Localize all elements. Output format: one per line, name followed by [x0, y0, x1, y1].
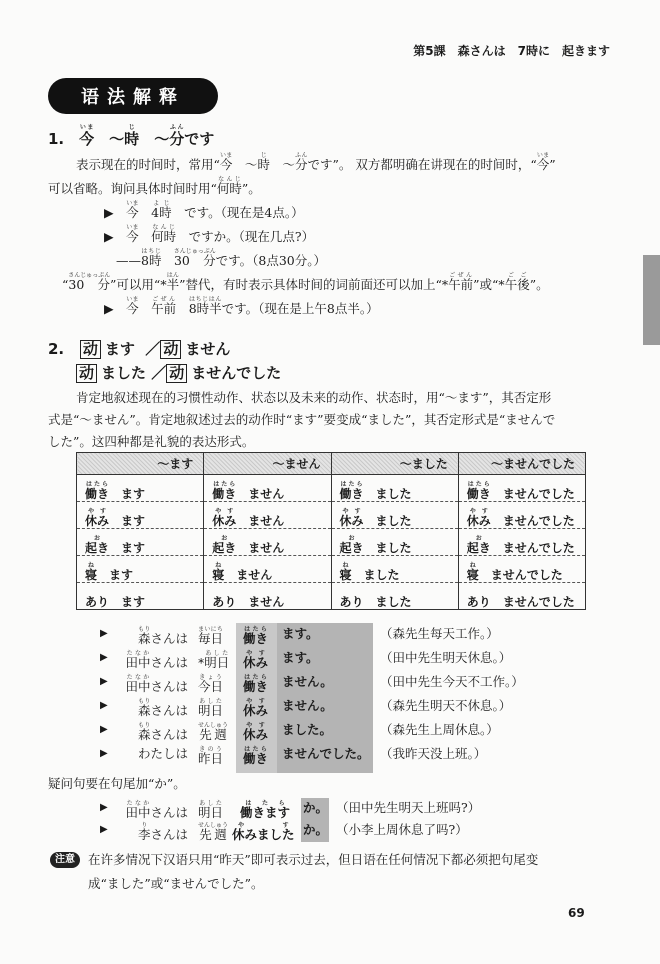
- ruby-word: 毎日まいにち: [198, 626, 224, 646]
- bullet-icon: ▶: [100, 628, 108, 639]
- table-row: [77, 475, 586, 502]
- example-translation: （田中先生今天不工作。）: [380, 674, 524, 689]
- ruby-word: 明日あした: [198, 698, 224, 718]
- ruby-word: 起きお: [466, 535, 491, 555]
- table-cell: あり ませんでした: [458, 583, 585, 610]
- table-cell: 休みやすます: [77, 502, 204, 529]
- ruby-word: 休みやす: [243, 698, 269, 718]
- running-header: 第5課 森さんは 7時に 起きます: [413, 44, 610, 58]
- table-cell: 寝ねません: [204, 556, 331, 583]
- example-translation: （田中先生明天上班吗?）: [336, 800, 481, 815]
- column-header: ～ません: [204, 453, 331, 475]
- example-translation: （我昨天没上班。）: [380, 746, 487, 761]
- table-cell: 寝ねました: [331, 556, 458, 583]
- verb-box: 动: [80, 340, 101, 359]
- ruby-word: 時じ: [257, 152, 270, 172]
- ruby-word: 30 分さんじゅっぷん: [173, 248, 216, 268]
- item2-paragraph: 式是“～ません”。肯定地叙述过去的动作时“ます”要变成“ました”，其否定形式是“ませんで: [48, 412, 556, 427]
- example-time: [198, 722, 228, 743]
- example-ending: か。: [303, 822, 329, 837]
- bullet-icon: ▶: [100, 724, 108, 735]
- ruby-word: 休みやす: [85, 508, 110, 528]
- ruby-word: 時じ: [124, 124, 140, 148]
- table-cell: 働きはたらません: [204, 475, 331, 502]
- example-line: ▶ 今いま 何時なんじ ですか。（现在几点?）: [104, 224, 315, 244]
- table-cell: 起きおませんでした: [458, 529, 585, 556]
- example-ending: か。: [303, 800, 329, 815]
- table-row: [77, 502, 586, 529]
- ruby-word: 働きはたら: [243, 626, 269, 646]
- table-cell: 働きはたらませんでした: [458, 475, 585, 502]
- table-cell: あり ません: [204, 583, 331, 610]
- example-time: [198, 746, 223, 767]
- example-verb: [243, 674, 268, 695]
- table-cell: 寝ねます: [77, 556, 204, 583]
- table-cell: あり ます: [77, 583, 204, 610]
- ruby-word: 寝ね: [212, 562, 225, 582]
- form-label: ます: [104, 340, 135, 358]
- item1-heading: 1. 今いま ～時じ ～分ふんです: [48, 124, 215, 148]
- ruby-word: 30 分さんじゅっぷん: [68, 272, 111, 292]
- example-subject: わたしは: [137, 746, 188, 761]
- example-subject: 森もりさんは: [137, 626, 188, 646]
- ruby-word: 分ふん: [169, 124, 185, 148]
- ruby-word: 明日あした: [204, 650, 230, 670]
- ruby-word: 休みやす: [212, 508, 237, 528]
- ruby-word: 働きはたら: [339, 481, 364, 501]
- ruby-word: 8時半はちじはん: [188, 296, 222, 316]
- ruby-word: 働きはたら: [243, 674, 269, 694]
- table-cell: 起きおました: [331, 529, 458, 556]
- ruby-word: 休みやす: [243, 722, 269, 742]
- ruby-word: 午前ごぜん: [448, 272, 474, 292]
- example-time: [198, 800, 223, 821]
- note-text: 在许多情况下汉语只用“昨天”即可表示过去，但日语在任何情况下都必须把句尾变: [88, 852, 539, 867]
- ruby-word: 半はん: [166, 272, 180, 292]
- ruby-word: 明日あした: [198, 800, 224, 820]
- separator: ／: [145, 340, 161, 358]
- ruby-word: 起きお: [212, 535, 237, 555]
- example-translation: （森先生每天工作。）: [380, 626, 499, 641]
- bullet-icon: ▶: [100, 700, 108, 711]
- form-label: ませんでした: [191, 364, 282, 382]
- bullet-icon: ▶: [100, 824, 108, 835]
- example-verb: [243, 746, 268, 767]
- section-title: 语法解释: [48, 78, 218, 114]
- verb-box: 动: [160, 340, 181, 359]
- bullet-icon: ▶: [100, 676, 108, 687]
- item2-heading: [76, 364, 281, 383]
- ruby-word: 今いま: [126, 200, 139, 220]
- item2-heading: [48, 340, 230, 359]
- table-cell: 働きはたらます: [77, 475, 204, 502]
- example-ending: ました。: [282, 722, 333, 737]
- item1-paragraph: “30 分さんじゅっぷん”可以用“*半はん”替代，有时表示具体时间的词前面还可以加上“*午前ごぜん”或“*午後ごご”。: [62, 272, 549, 292]
- note-text: 成“ました”或“ませんでした”。: [88, 876, 264, 891]
- table-row: [77, 556, 586, 583]
- verb-box: 动: [76, 364, 97, 383]
- example-subject: 田中たなかさんは: [125, 674, 188, 694]
- page-number: 69: [568, 906, 585, 920]
- bullet-icon: ▶: [100, 652, 108, 663]
- example-translation: （田中先生明天休息。）: [380, 650, 512, 665]
- table-row: [77, 583, 586, 610]
- ruby-word: 午後ごご: [504, 272, 530, 292]
- table-cell: 休みやすました: [331, 502, 458, 529]
- column-header: ～ませんでした: [458, 453, 585, 475]
- conjugation-table: [76, 452, 586, 610]
- ruby-word: 休みましたやす: [232, 822, 295, 842]
- ruby-word: 休みやす: [339, 508, 364, 528]
- example-subject: 森もりさんは: [137, 722, 188, 742]
- ruby-word: 寝ね: [339, 562, 352, 582]
- ruby-word: 何時なんじ: [151, 224, 177, 244]
- ruby-word: 今いま: [126, 224, 139, 244]
- example-verb: [240, 800, 290, 821]
- example-translation: （小李上周休息了吗?）: [336, 822, 468, 837]
- example-subject: 李りさんは: [137, 822, 188, 842]
- table-cell: 働きはたらました: [331, 475, 458, 502]
- ruby-word: 起きお: [85, 535, 110, 555]
- table-cell: 起きおます: [77, 529, 204, 556]
- example-verb: [232, 822, 295, 843]
- ruby-word: 今日きょう: [198, 674, 224, 694]
- column-header: ～ます: [77, 453, 204, 475]
- ruby-word: 働きはたら: [466, 481, 491, 501]
- example-verb: [243, 626, 268, 647]
- form-label: ません: [185, 340, 231, 358]
- example-ending: ます。: [282, 650, 319, 665]
- example-time: [198, 698, 223, 719]
- ruby-word: 先週せんしゅう: [198, 722, 229, 742]
- ruby-word: 森もり: [137, 722, 151, 742]
- ruby-word: 働きはたら: [212, 481, 237, 501]
- ruby-word: 分ふん: [294, 152, 308, 172]
- ruby-word: 寝ね: [466, 562, 479, 582]
- ruby-word: 今いま: [536, 152, 550, 172]
- ruby-word: 森もり: [137, 626, 151, 646]
- ruby-word: 昨日きのう: [198, 746, 224, 766]
- example-ending: ません。: [282, 698, 333, 713]
- example-time: *明日あした: [198, 650, 230, 670]
- ruby-word: 森もり: [137, 698, 151, 718]
- item2-paragraph: した”。这四种都是礼貌的表达形式。: [48, 434, 255, 449]
- question-intro: 疑问句要在句尾加“か”。: [48, 776, 186, 791]
- example-time: [198, 626, 223, 647]
- table-cell: あり ました: [331, 583, 458, 610]
- example-subject: 森もりさんは: [137, 698, 188, 718]
- example-time: [198, 822, 228, 843]
- table-row: [77, 529, 586, 556]
- example-ending: ません。: [282, 674, 333, 689]
- bullet-icon: ▶: [100, 802, 108, 813]
- ruby-word: 今いま: [126, 296, 139, 316]
- item1-paragraph: 可以省略。询问具体时间时用“何時なんじ”。: [48, 176, 261, 196]
- ruby-word: 李り: [137, 822, 151, 842]
- ruby-word: 休みやす: [466, 508, 491, 528]
- column-header: ～ました: [331, 453, 458, 475]
- ruby-word: 今いま: [79, 124, 95, 148]
- ruby-word: 起きお: [339, 535, 364, 555]
- example-translation: （森先生明天不休息。）: [380, 698, 512, 713]
- ruby-word: 先週せんしゅう: [198, 822, 229, 842]
- ruby-word: 田中たなか: [125, 800, 151, 820]
- example-translation: （森先生上周休息。）: [380, 722, 499, 737]
- example-verb: [243, 698, 268, 719]
- note-icon: 注意: [50, 852, 80, 868]
- ruby-word: 寝ね: [85, 562, 98, 582]
- example-ending: ます。: [282, 626, 319, 641]
- ruby-word: 今いま: [219, 152, 233, 172]
- example-ending: ませんでした。: [282, 746, 370, 761]
- ruby-word: 午前ごぜん: [151, 296, 177, 316]
- example-subject: 田中たなかさんは: [125, 650, 188, 670]
- item1-paragraph: 表示现在的时间时，常用“今いま ～時じ ～分ふんです”。 双方都明确在讲现在的时间时，“今いま”: [76, 152, 556, 172]
- ruby-word: 働きはたら: [85, 481, 110, 501]
- example-verb: [243, 650, 268, 671]
- example-verb: [243, 722, 268, 743]
- example-line: ▶ 今いま 午前ごぜん 8時半はちじはんです。（现在是上午8点半。）: [104, 296, 379, 316]
- table-cell: 起きおません: [204, 529, 331, 556]
- example-line: ——8時はちじ 30 分さんじゅっぷんです。（8点30分。）: [116, 248, 326, 268]
- ruby-word: 働きますはたら: [240, 800, 291, 820]
- form-label: ました: [101, 364, 147, 382]
- example-time: [198, 674, 223, 695]
- separator: ／: [151, 364, 167, 382]
- ruby-word: 田中たなか: [125, 650, 151, 670]
- ruby-word: 何時なんじ: [216, 176, 242, 196]
- example-line: ▶ 今いま 4時よじ です。（现在是4点。）: [104, 200, 304, 220]
- ruby-word: 働きはたら: [243, 746, 269, 766]
- side-thumb-tab: [643, 255, 660, 345]
- item-number: 2.: [48, 340, 65, 358]
- verb-box: 动: [166, 364, 187, 383]
- table-cell: 休みやすませんでした: [458, 502, 585, 529]
- example-subject: 田中たなかさんは: [125, 800, 188, 820]
- ruby-word: 田中たなか: [125, 674, 151, 694]
- ruby-word: 8時はちじ: [141, 248, 162, 268]
- ruby-word: 4時よじ: [151, 200, 172, 220]
- ruby-word: 休みやす: [243, 650, 269, 670]
- item2-paragraph: 肯定地叙述现在的习惯性动作、状态以及未来的动作、状态时，用“～ます”，其否定形: [76, 390, 552, 405]
- table-cell: 休みやすません: [204, 502, 331, 529]
- bullet-icon: ▶: [100, 748, 108, 759]
- table-cell: 寝ねませんでした: [458, 556, 585, 583]
